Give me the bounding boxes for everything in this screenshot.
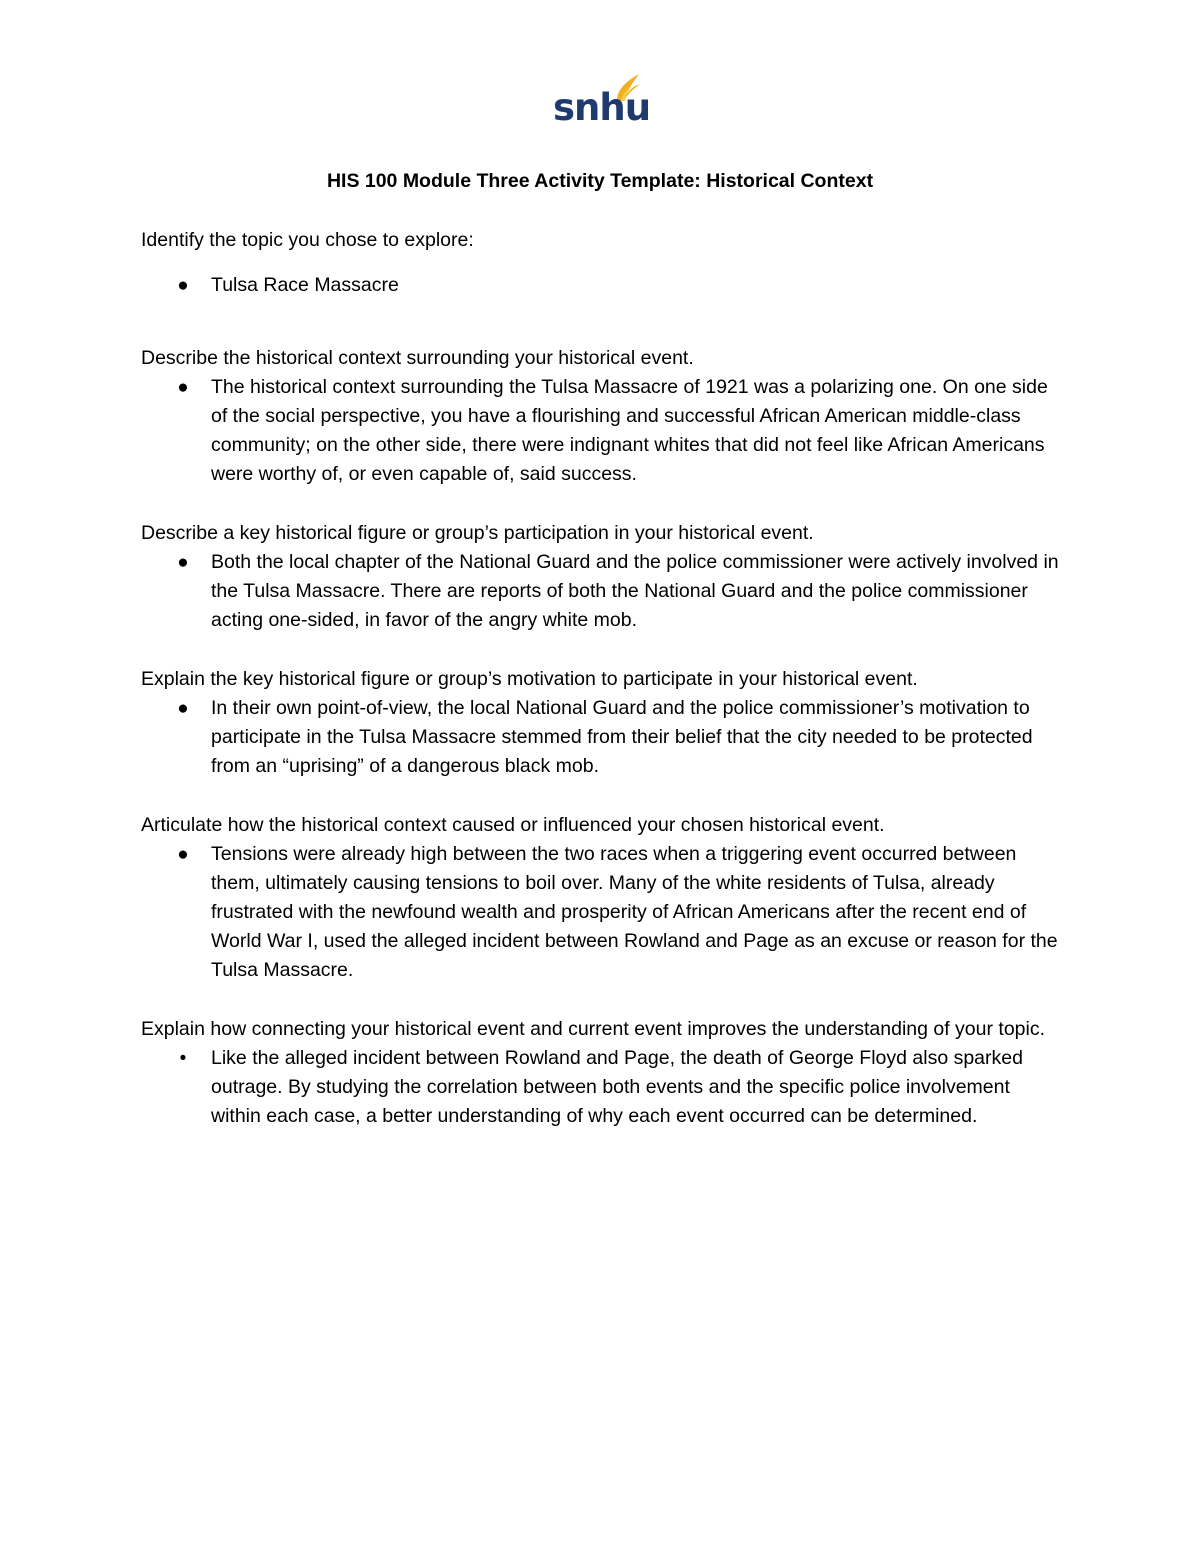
section-connection	[141, 1015, 1061, 1131]
document-title: HIS 100 Module Three Activity Template: Historical Context	[326, 170, 874, 192]
bullet-icon: ●	[177, 698, 189, 719]
answer-list	[141, 271, 1061, 300]
section-motivation	[141, 665, 1061, 781]
bullet-icon: •	[179, 1048, 187, 1069]
answer-item	[141, 373, 1061, 489]
bullet-icon: ●	[177, 552, 189, 573]
section-prompt: Describe a key historical figure or group’s participation in your historical event.	[141, 522, 814, 544]
logo-wordmark: snhu	[553, 86, 651, 129]
answer-item	[141, 271, 1061, 300]
answer-list	[141, 840, 1061, 985]
bullet-icon: ●	[177, 377, 189, 398]
answer-list	[141, 548, 1061, 635]
answer-list	[141, 694, 1061, 781]
document-body	[141, 226, 1061, 1131]
section-prompt: Explain how connecting your historical event and current event improves the understanding of your topic.	[141, 1018, 1046, 1040]
section-participation	[141, 519, 1061, 635]
section-prompt: Explain the key historical figure or group’s motivation to participate in your historical event.	[141, 668, 918, 690]
answer-text: The historical context surrounding the Tulsa Massacre of 1921 was a polarizing one. On one side of the social perspective, you have a flourishing and successful African American middle-class community; on the other side, there were indignant whites that did not feel like African Americans were worthy of, or even capable of, said success.	[211, 376, 1048, 485]
answer-item	[141, 694, 1061, 781]
answer-text: In their own point-of-view, the local National Guard and the police commissioner’s motivation to participate in the Tulsa Massacre stemmed from their belief that the city needed to be protected from an “uprising” of a dangerous black mob.	[211, 697, 1033, 777]
section-topic	[141, 226, 1061, 300]
answer-item	[141, 840, 1061, 985]
section-prompt: Describe the historical context surrounding your historical event.	[141, 347, 694, 369]
answer-text: Like the alleged incident between Rowland and Page, the death of George Floyd also sparked outrage. By studying the correlation between both events and the specific police involvement within each case, a better understanding of why each event occurred can be determined.	[211, 1047, 1023, 1127]
answer-text: Both the local chapter of the National Guard and the police commissioner were actively involved in the Tulsa Massacre. There are reports of both the National Guard and the police commissioner acting one-sided, in favor of the angry white mob.	[211, 551, 1059, 631]
section-prompt: Articulate how the historical context caused or influenced your chosen historical event.	[141, 814, 885, 836]
answer-text: Tensions were already high between the two races when a triggering event occurred between them, ultimately causing tensions to boil over. Many of the white residents of Tulsa, already frustrated with the newfound wealth and prosperity of African Americans after the recent end of World War I, used the alleged incident between Rowland and Page as an excuse or reason for the Tulsa Massacre.	[211, 843, 1058, 981]
answer-list	[141, 373, 1061, 489]
bullet-icon: ●	[177, 844, 189, 865]
answer-list	[141, 1044, 1061, 1131]
section-influence	[141, 811, 1061, 985]
bullet-icon: ●	[177, 275, 189, 296]
section-prompt: Identify the topic you chose to explore:	[141, 229, 474, 251]
snhu-logo	[553, 72, 651, 134]
answer-item	[141, 1044, 1061, 1131]
answer-item	[141, 548, 1061, 635]
section-context	[141, 344, 1061, 489]
answer-text: Tulsa Race Massacre	[211, 274, 399, 296]
